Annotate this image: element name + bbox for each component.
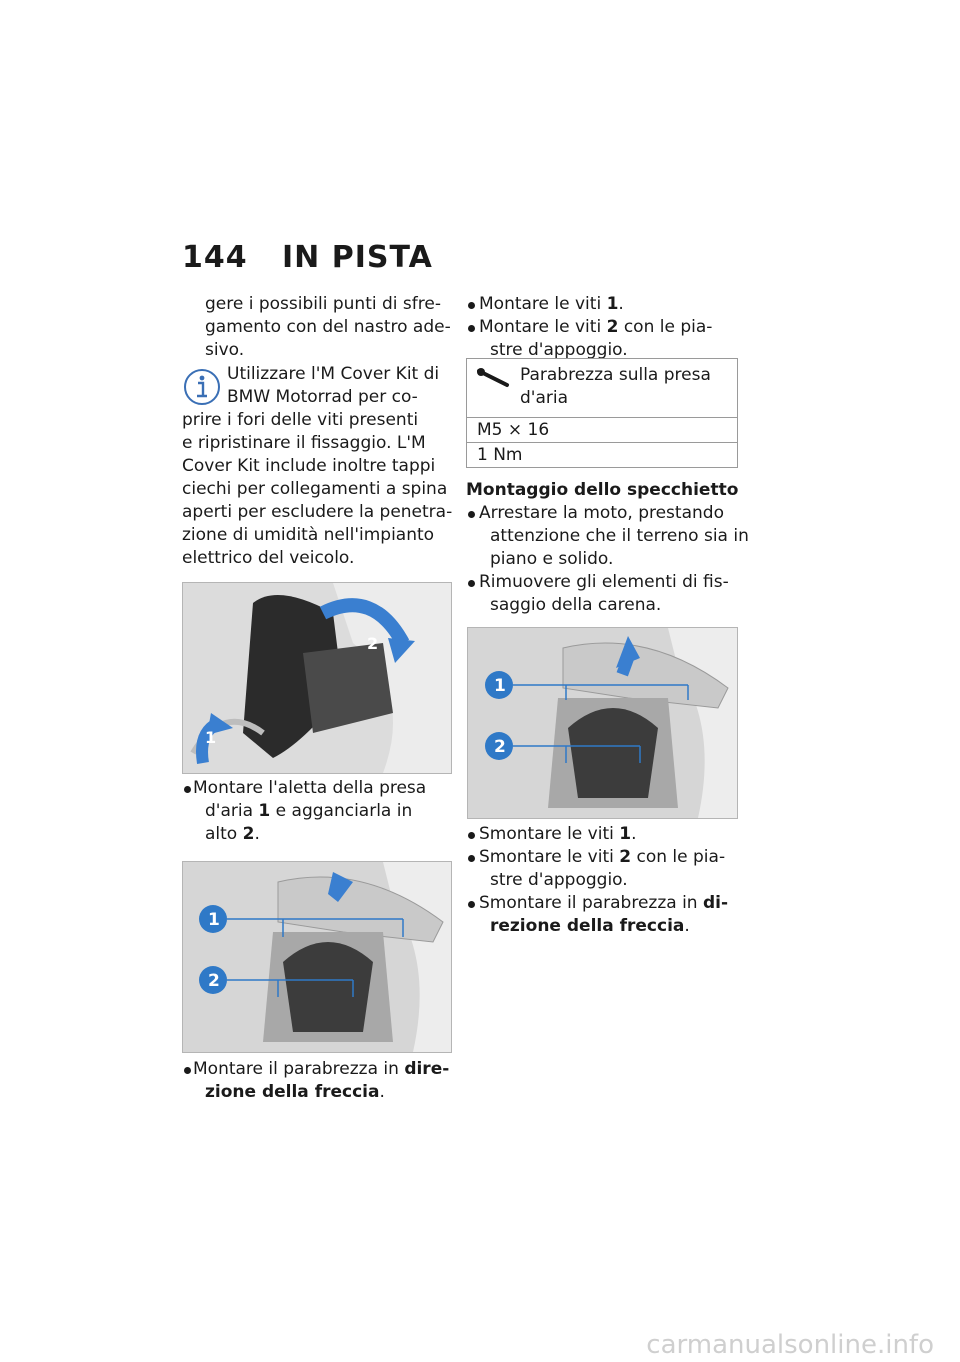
spec-row-torque: 1 Nm	[467, 442, 737, 467]
step3-line: Montare le viti 1.	[479, 294, 624, 314]
svg-text:2: 2	[367, 634, 379, 653]
svg-text:1: 1	[208, 910, 220, 930]
spec-table-header	[467, 359, 737, 417]
svg-text:2: 2	[494, 737, 506, 757]
note-line-9: elettrico del veicolo.	[182, 548, 355, 568]
svg-text:1: 1	[494, 676, 506, 696]
note-line-3: prire i fori delle viti presenti	[182, 410, 419, 430]
step4-line-1: Montare le viti 2 con le pia-	[479, 317, 713, 337]
step1-line-2: d'aria 1 e agganciarla in	[205, 801, 413, 821]
bullet	[468, 901, 475, 908]
intro-line-3: sivo.	[205, 340, 245, 360]
bullet	[468, 302, 475, 309]
bullet	[468, 580, 475, 587]
bullet	[184, 786, 191, 793]
step2-line-2: zione della freccia.	[205, 1082, 385, 1102]
svg-text:1: 1	[205, 728, 217, 747]
step8-line-2: stre d'appoggio.	[490, 870, 628, 890]
note-line-7: aperti per escludere la penetra-	[182, 502, 453, 522]
watermark: carmanualsonline.info	[646, 1330, 934, 1360]
bullet	[468, 832, 475, 839]
wrench-icon	[477, 367, 511, 393]
step6-line-2: saggio della carena.	[490, 595, 662, 615]
bullet	[468, 325, 475, 332]
step4-line-2: stre d'appoggio.	[490, 340, 628, 360]
step5-line-3: piano e solido.	[490, 549, 614, 569]
step6-line-1: Rimuovere gli elementi di fis-	[479, 572, 729, 592]
section-title: IN PISTA	[282, 240, 433, 275]
page-number: 144	[182, 240, 248, 275]
step8-line-1: Smontare le viti 2 con le pia-	[479, 847, 726, 867]
spec-title-line-1: Parabrezza sulla presa	[520, 365, 711, 385]
note-line-5: Cover Kit include inoltre tappi	[182, 456, 436, 476]
note-line-1: Utilizzare l'M Cover Kit di	[227, 364, 440, 384]
step5-line-2: attenzione che il terreno sia in	[490, 526, 749, 546]
intro-line-1: gere i possibili punti di sfre-	[205, 294, 441, 314]
intro-line-2: gamento con del nastro ade-	[205, 317, 451, 337]
spec-row-screw: M5 × 16	[467, 417, 737, 442]
figure-windshield-mount	[182, 861, 452, 1053]
note-line-6: ciechi per collegamenti a spina	[182, 479, 448, 499]
step2-line-1: Montare il parabrezza in dire-	[193, 1059, 450, 1079]
spec-title-line-2: d'aria	[520, 388, 569, 408]
torque-spec-table	[466, 358, 738, 468]
bullet	[468, 855, 475, 862]
figure-windshield-removal	[467, 627, 738, 819]
step9-line-2: rezione della freccia.	[490, 916, 690, 936]
mirror-heading: Montaggio dello specchietto	[466, 480, 739, 500]
note-line-4: e ripristinare il fissaggio. L'M	[182, 433, 426, 453]
svg-text:2: 2	[208, 971, 220, 991]
step5-line-1: Arrestare la moto, prestando	[479, 503, 724, 523]
bullet	[184, 1067, 191, 1074]
figure-air-intake-flap	[182, 582, 452, 774]
step1-line-1: Montare l'aletta della presa	[193, 778, 427, 798]
note-line-8: zione di umidità nell'impianto	[182, 525, 435, 545]
bullet	[468, 511, 475, 518]
step1-line-3: alto 2.	[205, 824, 260, 844]
step9-line-1: Smontare il parabrezza in di-	[479, 893, 729, 913]
info-icon	[182, 367, 222, 411]
note-line-2: BMW Motorrad per co-	[227, 387, 418, 407]
step7-line: Smontare le viti 1.	[479, 824, 637, 844]
